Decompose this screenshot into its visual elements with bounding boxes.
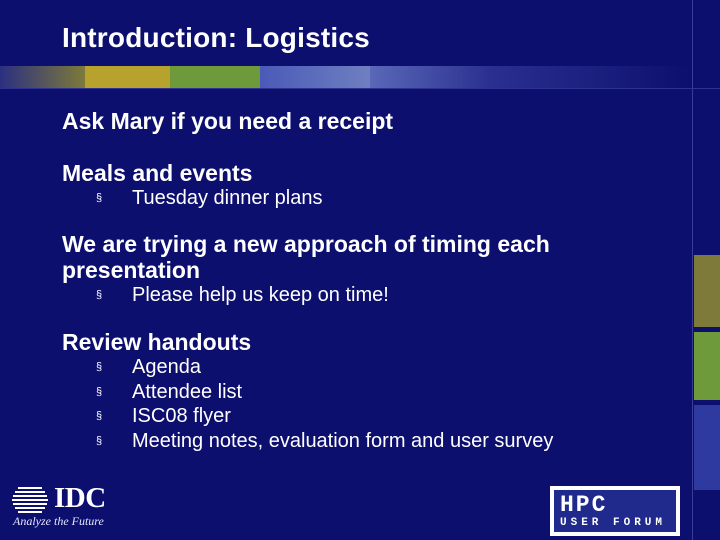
color-band <box>0 66 720 88</box>
bullet-marker: § <box>96 192 103 204</box>
bullet-marker: § <box>96 410 103 422</box>
slide-title: Introduction: Logistics <box>62 22 370 53</box>
bullet-heading: Ask Mary if you need a receipt <box>62 108 394 134</box>
bullet-item <box>62 231 682 308</box>
sub-bullet <box>62 186 682 211</box>
idc-logo: IDC <box>54 482 106 514</box>
bullet-item <box>62 329 682 453</box>
sub-bullet-text: Meeting notes, evaluation form and user survey <box>132 429 554 452</box>
sub-bullet <box>62 429 682 454</box>
bullet-item <box>62 160 682 211</box>
sub-bullet <box>62 355 682 380</box>
bullet-item <box>62 108 682 134</box>
sub-bullet <box>62 380 682 405</box>
side-strip <box>694 255 720 327</box>
side-strip <box>694 405 720 490</box>
sub-bullet <box>62 404 682 429</box>
sub-bullet-text: Agenda <box>132 356 201 378</box>
bullet-marker: § <box>96 361 103 373</box>
idc-tagline: Analyze the Future <box>13 514 104 528</box>
band-divider <box>0 88 720 89</box>
bullet-list <box>62 108 682 453</box>
sub-bullet-text: Tuesday dinner plans <box>132 187 323 209</box>
sub-bullet-text: ISC08 flyer <box>132 405 231 427</box>
side-strip <box>694 332 720 400</box>
hpc-user-forum-logo <box>550 486 680 536</box>
bullet-marker: § <box>96 434 103 447</box>
bullet-heading: We are trying a new approach of timing each presentation <box>62 230 550 283</box>
sub-bullet-text: Please help us keep on time! <box>132 283 389 306</box>
bullet-heading: Meals and events <box>62 160 253 186</box>
hpc-logo-main: HPC <box>560 492 608 518</box>
bullet-marker: § <box>96 288 103 301</box>
bullet-heading: Review handouts <box>62 329 252 355</box>
hpc-logo-sub: USER FORUM <box>560 517 667 529</box>
bullet-marker: § <box>96 385 103 398</box>
sub-bullet-text: Attendee list <box>132 380 243 403</box>
sub-bullet <box>62 283 682 308</box>
